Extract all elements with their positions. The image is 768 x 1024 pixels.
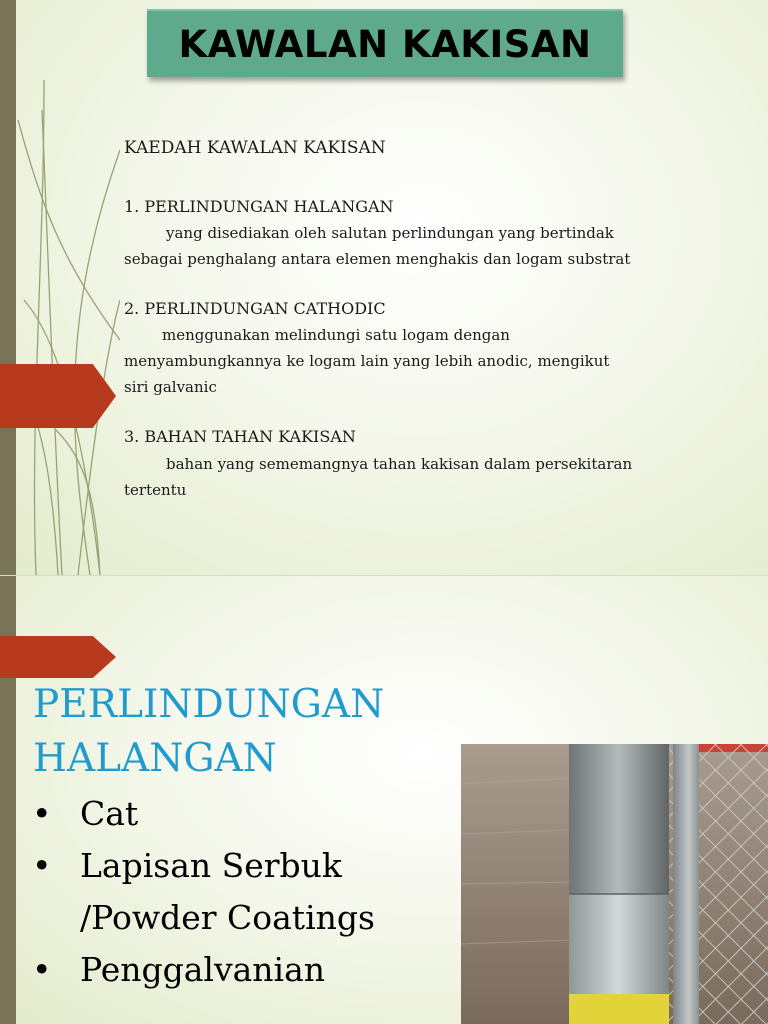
item-2-line-1: menggunakan melindungi satu logam dengan <box>162 326 510 344</box>
item-3-line-2: tertentu <box>124 481 187 499</box>
item-2-line-3: siri galvanic <box>124 378 217 396</box>
accent-arrow <box>0 364 116 428</box>
title-banner <box>147 9 623 77</box>
item-3-line-1: bahan yang sememangnya tahan kakisan dalam persekitaran <box>166 455 633 473</box>
bullet-text: Penggalvanian <box>80 950 326 989</box>
galvanized-pole-photo <box>461 744 768 1024</box>
accent-arrow <box>0 636 116 678</box>
bullet-text: /Powder Coatings <box>80 898 375 937</box>
slide-2-title-line-1: PERLINDUNGAN <box>33 682 385 727</box>
section-heading: KAEDAH KAWALAN KAKISAN <box>124 138 386 158</box>
slide-title: KAWALAN KAKISAN <box>178 22 592 66</box>
bullet-text: Cat <box>80 794 139 833</box>
item-3-heading: 3. BAHAN TAHAN KAKISAN <box>124 427 356 446</box>
bullet-icon: • <box>32 846 52 885</box>
decorative-lines <box>0 0 120 575</box>
slide-2 <box>0 576 768 1024</box>
slide-2-title-line-2: HALANGAN <box>33 736 277 781</box>
item-1-line-1: yang disediakan oleh salutan perlindungan yang bertindak <box>166 224 614 242</box>
item-2-line-2: menyambungkannya ke logam lain yang lebih anodic, mengikut <box>124 352 610 370</box>
bullet-text: Lapisan Serbuk <box>80 846 342 885</box>
bullet-icon: • <box>32 950 52 989</box>
item-1-heading: 1. PERLINDUNGAN HALANGAN <box>124 197 394 216</box>
item-1-line-2: sebagai penghalang antara elemen menghakis dan logam substrat <box>124 250 631 268</box>
bullet-icon: • <box>32 794 52 833</box>
item-2-heading: 2. PERLINDUNGAN CATHODIC <box>124 299 386 318</box>
